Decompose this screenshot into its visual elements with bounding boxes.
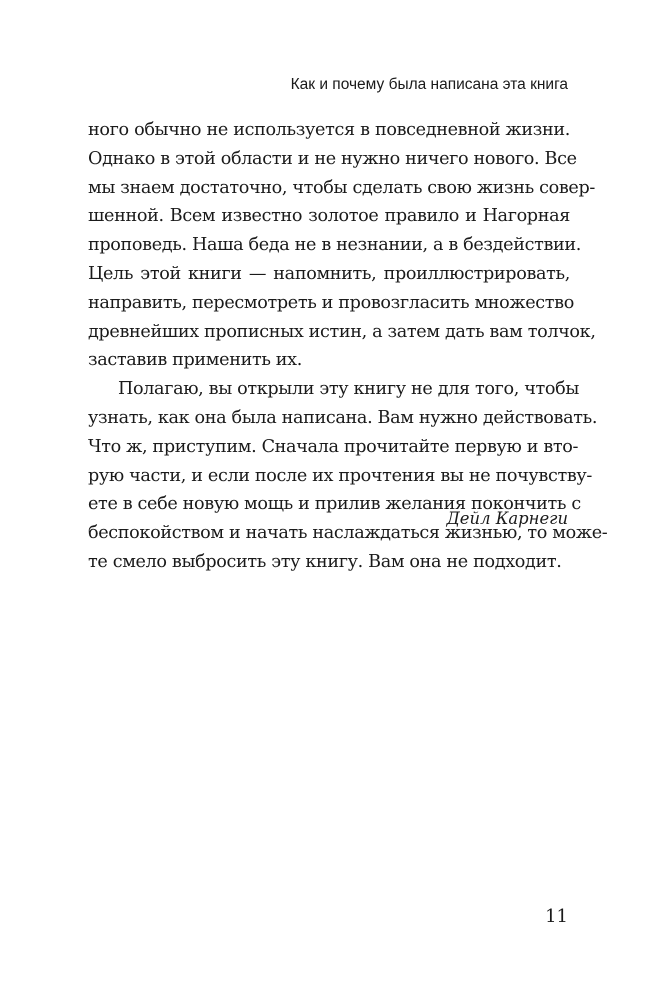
body-text	[88, 116, 608, 577]
text-line: Однако в этой области и не нужно ничего нового. Все	[88, 148, 577, 169]
text-line: узнать, как она была написана. Вам нужно действовать.	[88, 407, 598, 428]
paragraph-2	[88, 375, 608, 577]
text-line: мы знаем достаточно, чтобы сделать свою жизнь совер-	[88, 177, 595, 198]
text-line: Цель этой книги — напомнить, проиллюстрировать,	[88, 263, 570, 284]
text-line: Полагаю, вы открыли эту книгу не для того, чтобы	[118, 379, 580, 400]
text-line: направить, пересмотреть и провозгласить множество	[88, 292, 574, 313]
text-line: рую части, и если после их прочтения вы не почувству-	[88, 465, 592, 486]
text-line: заставив применить их.	[88, 350, 303, 371]
page-number: 11	[545, 906, 568, 927]
text-line: те смело выбросить эту книгу. Вам она не подходит.	[88, 551, 562, 572]
text-line: беспокойством и начать наслаждаться жизнью, то може-	[88, 523, 608, 544]
author-signature: Дейл Карнеги	[446, 509, 568, 528]
text-line: ного обычно не используется в повседневной жизни.	[88, 120, 570, 140]
running-head: Как и почему была написана эта книга	[290, 76, 568, 93]
text-line: проповедь. Наша беда не в незнании, а в бездействии.	[88, 235, 582, 256]
text-line: древнейших прописных истин, а затем дать вам толчок,	[88, 321, 596, 342]
paragraph-1	[88, 116, 596, 375]
text-line: Что ж, приступим. Сначала прочитайте первую и вто-	[88, 436, 579, 457]
text-line: шенной. Всем известно золотое правило и Нагорная	[88, 206, 570, 227]
text-line: ете в себе новую мощь и прилив желания покончить с	[88, 494, 581, 515]
